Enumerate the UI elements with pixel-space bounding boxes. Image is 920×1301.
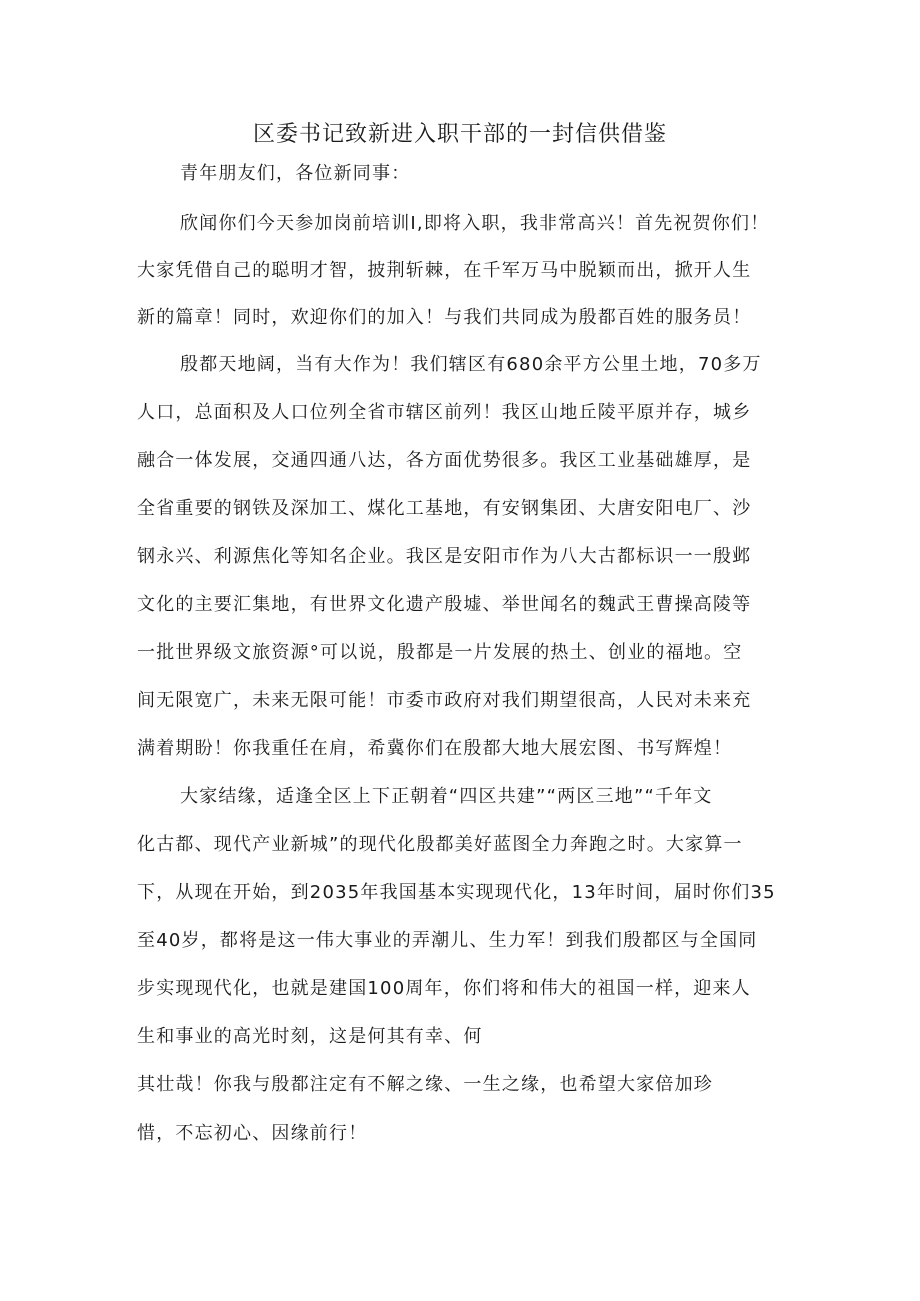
- paragraph-line: 欣闻你们今天参加岗前培训I,即将入职，我非常高兴！首先祝贺你们！: [180, 213, 770, 234]
- document-title: 区委书记致新进入职干部的一封信供借鉴: [252, 122, 667, 147]
- paragraph-line: 满着期盼！你我重任在肩，希冀你们在殷都大地大展宏图、书写辉煌！: [137, 738, 733, 759]
- paragraph-line: 殷都天地阔，当有大作为！我们辖区有680余平方公里土地，70多万: [180, 354, 762, 375]
- paragraph-line: 钢永兴、利源焦化等知名企业。我区是安阳市作为八大古都标识一一殷邺: [137, 546, 752, 567]
- paragraph-line: 其壮哉！你我与殷都注定有不解之缘、一生之缘，也希望大家倍加珍: [137, 1074, 713, 1095]
- paragraph-line: 至40岁，都将是这一伟大事业的弄潮儿、生力军！到我们殷都区与全国同: [137, 930, 758, 951]
- paragraph-line: 融合一体发展，交通四通八达，各方面优势很多。我区工业基础雄厚，是: [137, 450, 752, 471]
- paragraph-line: 新的篇章！同时，欢迎你们的加入！与我们共同成为殷都百姓的服务员！: [137, 307, 752, 328]
- paragraph-line: 大家结缘，适逢全区上下正朝着“四区共建”“两区三地”“千年文: [180, 786, 713, 807]
- paragraph-line: 一批世界级文旅资源°可以说，殷都是一片发展的热土、创业的福地。空: [137, 642, 743, 663]
- paragraph-line: 惜，不忘初心、因缘前行！: [137, 1123, 368, 1144]
- paragraph-line: 间无限宽广，未来无限可能！市委市政府对我们期望很高，人民对未来充: [137, 690, 752, 711]
- paragraph-line: 全省重要的钢铁及深加工、煤化工基地，有安钢集团、大唐安阳电厂、沙: [137, 498, 752, 519]
- paragraph-line: 人口，总面积及人口位列全省市辖区前列！我区山地丘陵平原并存，城乡: [137, 402, 752, 423]
- paragraph-line: 步实现现代化，也就是建国100周年，你们将和伟大的祖国一样，迎来人: [137, 978, 751, 999]
- paragraph-line: 青年朋友们，各位新同事：: [180, 163, 411, 184]
- paragraph-line: 化古都、现代产业新城”的现代化殷都美好蓝图全力奔跑之时。大家算一: [137, 834, 743, 855]
- paragraph-line: 文化的主要汇集地，有世界文化遗产殷墟、举世闻名的魏武王曹操高陵等: [137, 594, 752, 615]
- paragraph-line: 大家凭借自己的聪明才智，披荆斩棘，在千军万马中脱颖而出，掀开人生: [137, 260, 752, 281]
- paragraph-line: 下，从现在开始，到2035年我国基本实现现代化，13年时间，届时你们35: [137, 882, 776, 903]
- paragraph-line: 生和事业的高光时刻，这是何其有幸、何: [137, 1026, 483, 1047]
